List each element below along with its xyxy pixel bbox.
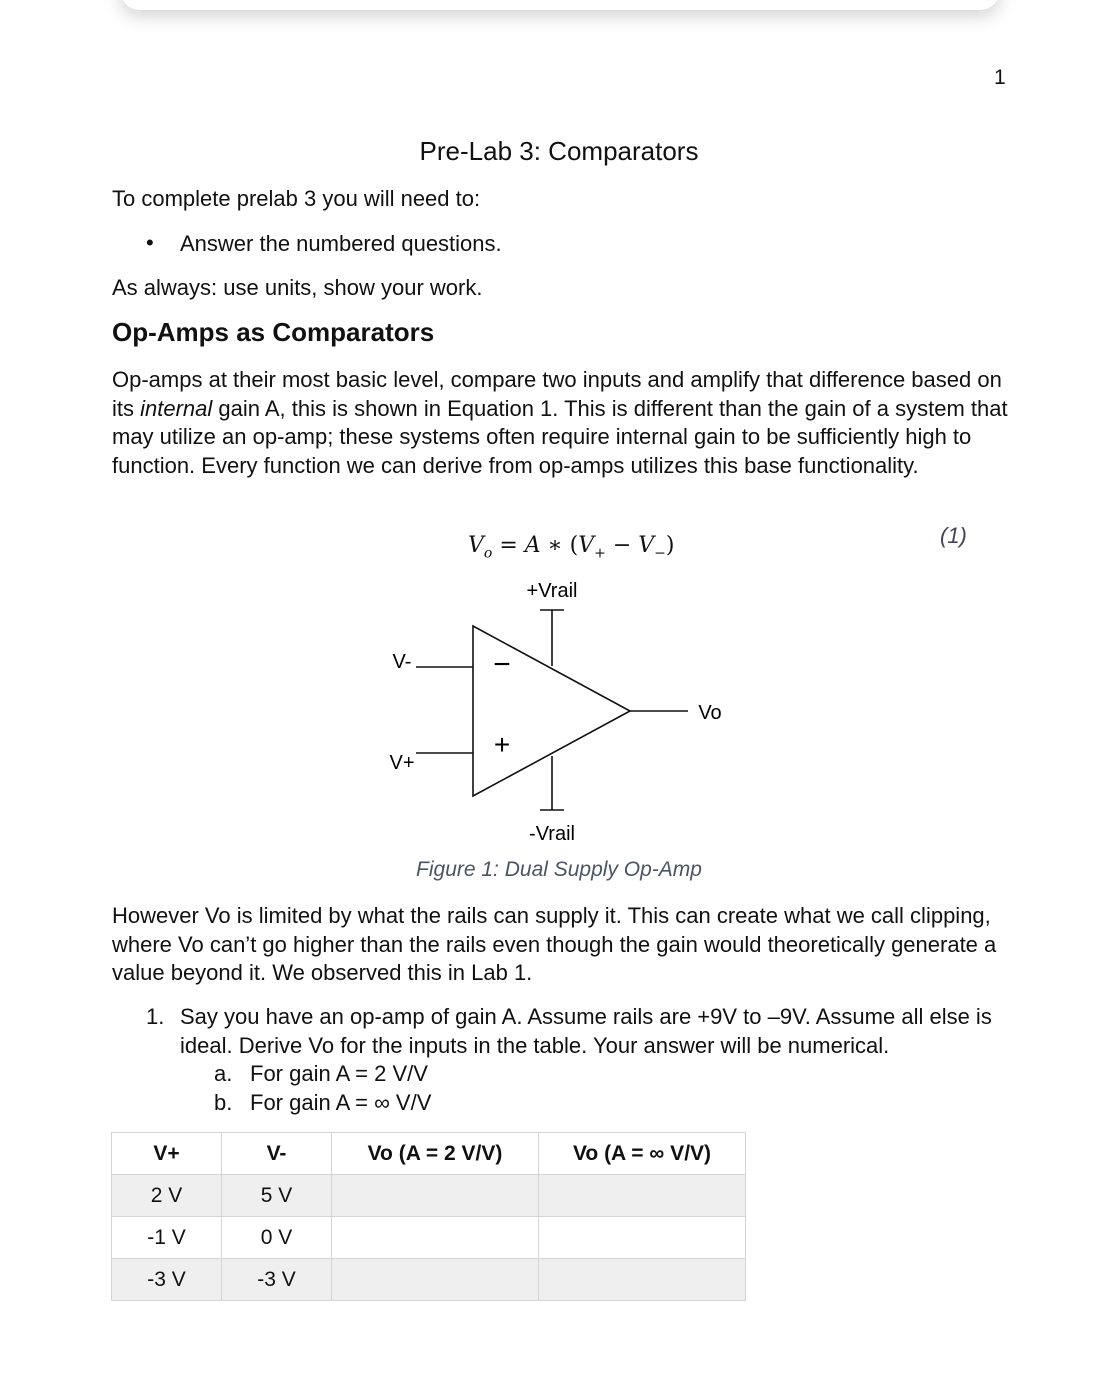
eq-vplus: V <box>578 533 595 558</box>
paragraph-2: However Vo is limited by what the rails can supply it. This can create what we call clipping, where Vo can’t go higher than the rails even though the gain would theoretically generate a value beyond it. We observed this in Lab 1. <box>112 903 997 985</box>
table-header-row <box>112 1133 746 1175</box>
table-row <box>112 1175 746 1217</box>
bullet-dot: • <box>146 230 154 255</box>
reminder-text: As always: use units, show your work. <box>112 275 483 300</box>
table-row <box>112 1217 746 1259</box>
eq-rparen: ) <box>665 533 675 558</box>
subitem-a-text: For gain A = 2 V/V <box>250 1061 428 1086</box>
section-heading: Op-Amps as Comparators <box>112 317 435 347</box>
eq-vminus-sub: − <box>654 545 666 562</box>
bottom-rail-label: -Vrail <box>529 823 575 845</box>
eq-vminus: V <box>638 533 655 558</box>
answer-table <box>111 1132 746 1301</box>
top-rail-label: +Vrail <box>526 580 578 602</box>
noninverting-input-label: V+ <box>389 752 415 774</box>
subitem-a-label: a. <box>214 1061 233 1086</box>
intro-text: To complete prelab 3 you will need to: <box>112 186 481 211</box>
eq-vo-sub: o <box>483 545 493 562</box>
figure-caption: Figure 1: Dual Supply Op-Amp <box>416 858 702 881</box>
subitem-b-label: b. <box>214 1090 233 1115</box>
page-title: Pre-Lab 3: Comparators <box>419 136 699 166</box>
header-vo-gain-inf: Vo (A = ∞ V/V) <box>539 1133 746 1175</box>
eq-equals: = <box>499 533 518 558</box>
eq-minus: − <box>612 533 632 558</box>
minus-sign: − <box>493 648 511 681</box>
cell-answer-gain-2[interactable] <box>332 1259 539 1301</box>
page-number: 1 <box>994 66 1006 89</box>
bullet-item: Answer the numbered questions. <box>180 231 502 256</box>
paragraph-1-emphasis: internal <box>140 395 213 421</box>
cell-answer-gain-inf[interactable] <box>539 1259 746 1301</box>
plus-sign: + <box>493 729 511 760</box>
cell-answer-gain-2[interactable] <box>332 1175 539 1217</box>
eq-vplus-sub: + <box>594 545 606 562</box>
cell-answer-gain-inf[interactable] <box>539 1175 746 1217</box>
paragraph-1-part1: Op-amps at their most basic level, compare two inputs and amplify that difference based on its <box>112 367 1002 421</box>
cell-vminus: -3 V <box>222 1259 332 1301</box>
eq-lparen: ( <box>569 533 579 558</box>
paragraph-1 <box>112 366 1022 480</box>
eq-times: ∗ <box>547 533 563 558</box>
cell-vplus: 2 V <box>112 1175 222 1217</box>
header-vo-gain-2: Vo (A = 2 V/V) <box>332 1133 539 1175</box>
equation-1 <box>468 533 674 561</box>
cell-vplus: -3 V <box>112 1259 222 1301</box>
question-number: 1. <box>146 1004 165 1029</box>
cell-vminus: 0 V <box>222 1217 332 1259</box>
header-vplus: V+ <box>112 1133 222 1175</box>
inverting-input-label: V- <box>392 651 412 673</box>
equation-number: (1) <box>940 523 967 548</box>
paragraph-1-part2: gain A, this is shown in Equation 1. This is different than the gain of a system that may utilize an op-amp; these systems often require internal gain to be sufficiently high to function. Every function we can derive from op-amps utilizes this base functionality. <box>112 395 1008 478</box>
cell-answer-gain-inf[interactable] <box>539 1217 746 1259</box>
subitem-b-text: For gain A = ∞ V/V <box>250 1090 432 1115</box>
eq-gain: A <box>524 533 541 558</box>
cell-vplus: -1 V <box>112 1217 222 1259</box>
page-top-shadow <box>120 0 1000 10</box>
eq-vo: V <box>468 533 484 558</box>
output-label: Vo <box>698 702 722 724</box>
question-text: Say you have an op-amp of gain A. Assume rails are +9V to –9V. Assume all else is ideal. Derive Vo for the inputs in the table. Your answer will be numerical. <box>180 1004 992 1058</box>
op-amp-diagram <box>380 570 740 850</box>
cell-vminus: 5 V <box>222 1175 332 1217</box>
header-vminus: V- <box>222 1133 332 1175</box>
cell-answer-gain-2[interactable] <box>332 1217 539 1259</box>
table-row <box>112 1259 746 1301</box>
